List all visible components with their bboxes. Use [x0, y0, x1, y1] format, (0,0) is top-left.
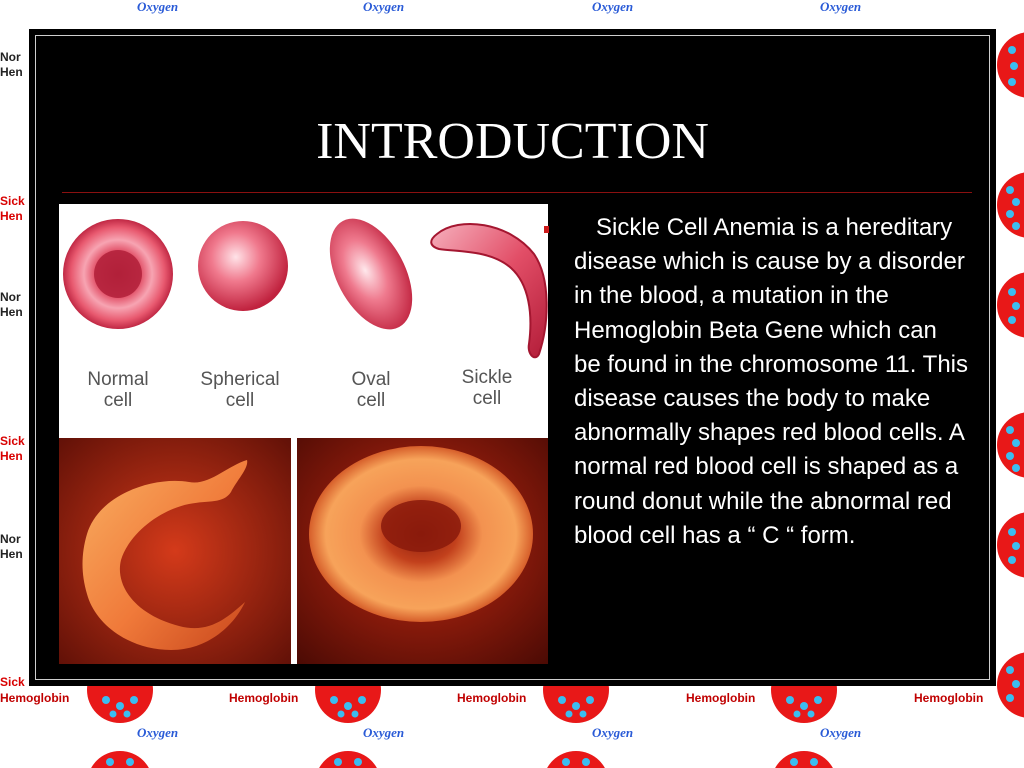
sickle-cell-label-line1: Sickle	[461, 367, 513, 388]
oxygen-label: Oxygen	[592, 0, 634, 14]
normal-cell-drawing	[63, 219, 173, 329]
red-cell-icon	[996, 270, 1024, 340]
hemoglobin-label: Hemoglobin	[914, 691, 984, 705]
red-cell-icon	[996, 410, 1024, 480]
oxygen-label: Oxygen	[592, 725, 634, 740]
red-cell-icon	[770, 750, 838, 768]
red-cell-icon	[314, 686, 382, 726]
oxygen-label: Oxygen	[820, 0, 862, 14]
side-label: Nor	[0, 290, 21, 304]
cell-shapes-illustration	[59, 204, 548, 664]
title-divider	[62, 192, 972, 193]
side-label: Hen	[0, 449, 23, 463]
side-label: Nor	[0, 532, 21, 546]
oxygen-label: Oxygen	[137, 0, 179, 14]
red-cell-icon	[996, 170, 1024, 240]
red-cell-icon	[542, 750, 610, 768]
red-cell-icon	[996, 30, 1024, 100]
side-label: Hen	[0, 305, 23, 319]
oxygen-label: Oxygen	[137, 725, 179, 740]
body-text-rest: hereditary disease which is cause by a disorder in the blood, a mutation in the Hemoglobin Beta Gene which can be found in the chromosome 11. This disease causes the body to make abnormally shapes red blood cells. A normal red blood cell is shaped as a round donut while the abnormal red blood cell has a “ C “ form.	[574, 214, 969, 549]
red-cell-icon	[770, 686, 838, 726]
spherical-cell-drawing	[198, 221, 288, 311]
side-label: Hen	[0, 547, 23, 561]
sickle-cell-photo	[59, 438, 291, 664]
side-label: Sick	[0, 434, 25, 448]
hemoglobin-label: Hemoglobin	[0, 691, 70, 705]
bullet-marker	[544, 226, 549, 233]
oxygen-label: Oxygen	[363, 0, 405, 14]
sickle-cell-label-line2: cell	[472, 388, 502, 409]
slide-title: INTRODUCTION	[316, 113, 709, 170]
red-cell-icon	[314, 750, 382, 768]
side-label: Hen	[0, 65, 23, 79]
red-cell-icon	[86, 686, 154, 726]
red-cell-icon	[996, 650, 1024, 720]
red-cell-icon	[86, 750, 154, 768]
spherical-cell-label-line1: Spherical	[200, 369, 280, 390]
body-paragraph	[574, 211, 969, 553]
oval-cell-drawing	[313, 205, 429, 343]
red-cell-icon	[542, 686, 610, 726]
sickle-cell-drawing	[431, 224, 546, 357]
spherical-cell-label-line2: cell	[225, 390, 255, 411]
hemoglobin-label: Hemoglobin	[457, 691, 527, 705]
oxygen-label: Oxygen	[363, 725, 405, 740]
side-label: Hen	[0, 209, 23, 223]
oxygen-label: Oxygen	[820, 725, 862, 740]
normal-cell-label-line1: Normal	[87, 369, 149, 390]
side-label: Sick	[0, 675, 25, 689]
oval-cell-label-line2: cell	[356, 390, 386, 411]
hemoglobin-label: Hemoglobin	[686, 691, 756, 705]
oval-cell-label-line1: Oval	[351, 369, 391, 390]
cell-shapes-figure	[59, 204, 548, 664]
normal-cell-label-line2: cell	[103, 390, 133, 411]
hemoglobin-label: Hemoglobin	[229, 691, 299, 705]
body-first-line: Sickle Cell Anemia is a	[596, 214, 839, 241]
red-cell-icon	[996, 510, 1024, 580]
normal-cell-photo	[297, 438, 548, 664]
side-label: Nor	[0, 50, 21, 64]
side-label: Sick	[0, 194, 25, 208]
